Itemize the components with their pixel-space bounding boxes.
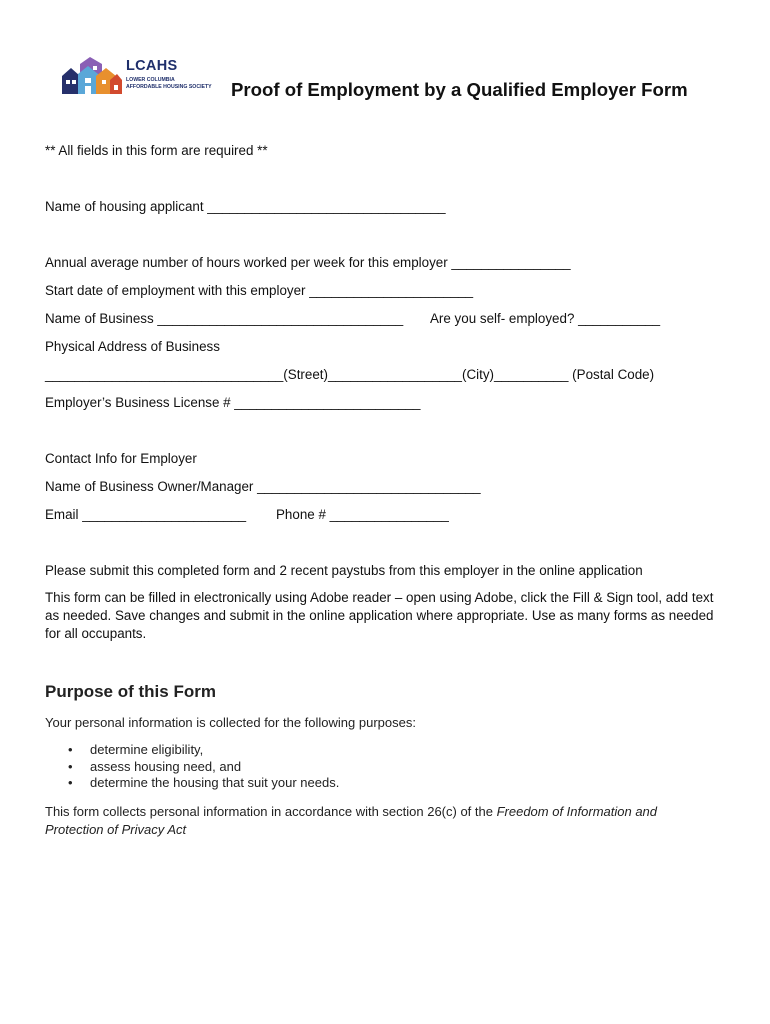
submit-instructions: Please submit this completed form and 2 recent paystubs from this employer in the online application	[45, 563, 643, 578]
list-item	[45, 759, 339, 776]
business-name-field[interactable]: Name of Business _________________________________	[45, 311, 404, 326]
act-name: Freedom of Information and Protection of Privacy Act	[45, 804, 658, 837]
applicant-name-field[interactable]: Name of housing applicant ________________________________	[45, 199, 446, 214]
logo-subtitle-line2: AFFORDABLE HOUSING SOCIETY	[126, 83, 212, 90]
email-field[interactable]: Email ______________________	[45, 507, 247, 522]
phone-field[interactable]: Phone # ________________	[276, 507, 449, 522]
logo-title: LCAHS	[126, 58, 178, 74]
owner-manager-field[interactable]: Name of Business Owner/Manager ______________________________	[45, 479, 481, 494]
purpose-item-text: assess housing need, and	[90, 758, 242, 774]
bullet-icon: •	[68, 775, 73, 790]
list-item	[45, 775, 339, 792]
business-license-field[interactable]: Employer’s Business License # _________________________	[45, 395, 421, 410]
logo-subtitle-line1: LOWER COLUMBIA	[126, 77, 175, 83]
purpose-item-text: determine the housing that suit your needs.	[90, 775, 340, 790]
address-field[interactable]: ________________________________(Street)__________________(City)__________ (Postal Code)	[45, 367, 655, 382]
contact-heading: Contact Info for Employer	[45, 451, 197, 466]
bullet-icon: •	[68, 758, 73, 774]
privacy-statement-text: This form collects personal information in accordance with section 26(c) of the	[45, 804, 497, 819]
self-employed-field[interactable]: Are you self- employed? ___________	[430, 311, 661, 326]
physical-address-label: Physical Address of Business	[45, 339, 220, 354]
electronic-instructions: This form can be filled in electronically using Adobe reader – open using Adobe, click the Fill & Sign tool, add text as needed. Save changes and submit in the online application where appropriate. Use as many forms as needed for all occupants.	[45, 590, 714, 641]
bullet-icon: •	[68, 742, 73, 757]
purpose-list	[45, 742, 339, 792]
purpose-heading: Purpose of this Form	[45, 682, 216, 701]
privacy-statement	[45, 803, 705, 839]
list-item	[45, 742, 339, 759]
logo-subtitle	[126, 77, 212, 90]
purpose-item-text: determine eligibility,	[90, 742, 204, 757]
start-date-field[interactable]: Start date of employment with this employer ______________________	[45, 283, 474, 298]
required-note: ** All fields in this form are required **	[45, 143, 268, 158]
purpose-intro: Your personal information is collected for the following purposes:	[45, 715, 416, 730]
hours-per-week-field[interactable]: Annual average number of hours worked per week for this employer ________________	[45, 255, 571, 270]
form-title: Proof of Employment by a Qualified Employer Form	[231, 79, 688, 100]
